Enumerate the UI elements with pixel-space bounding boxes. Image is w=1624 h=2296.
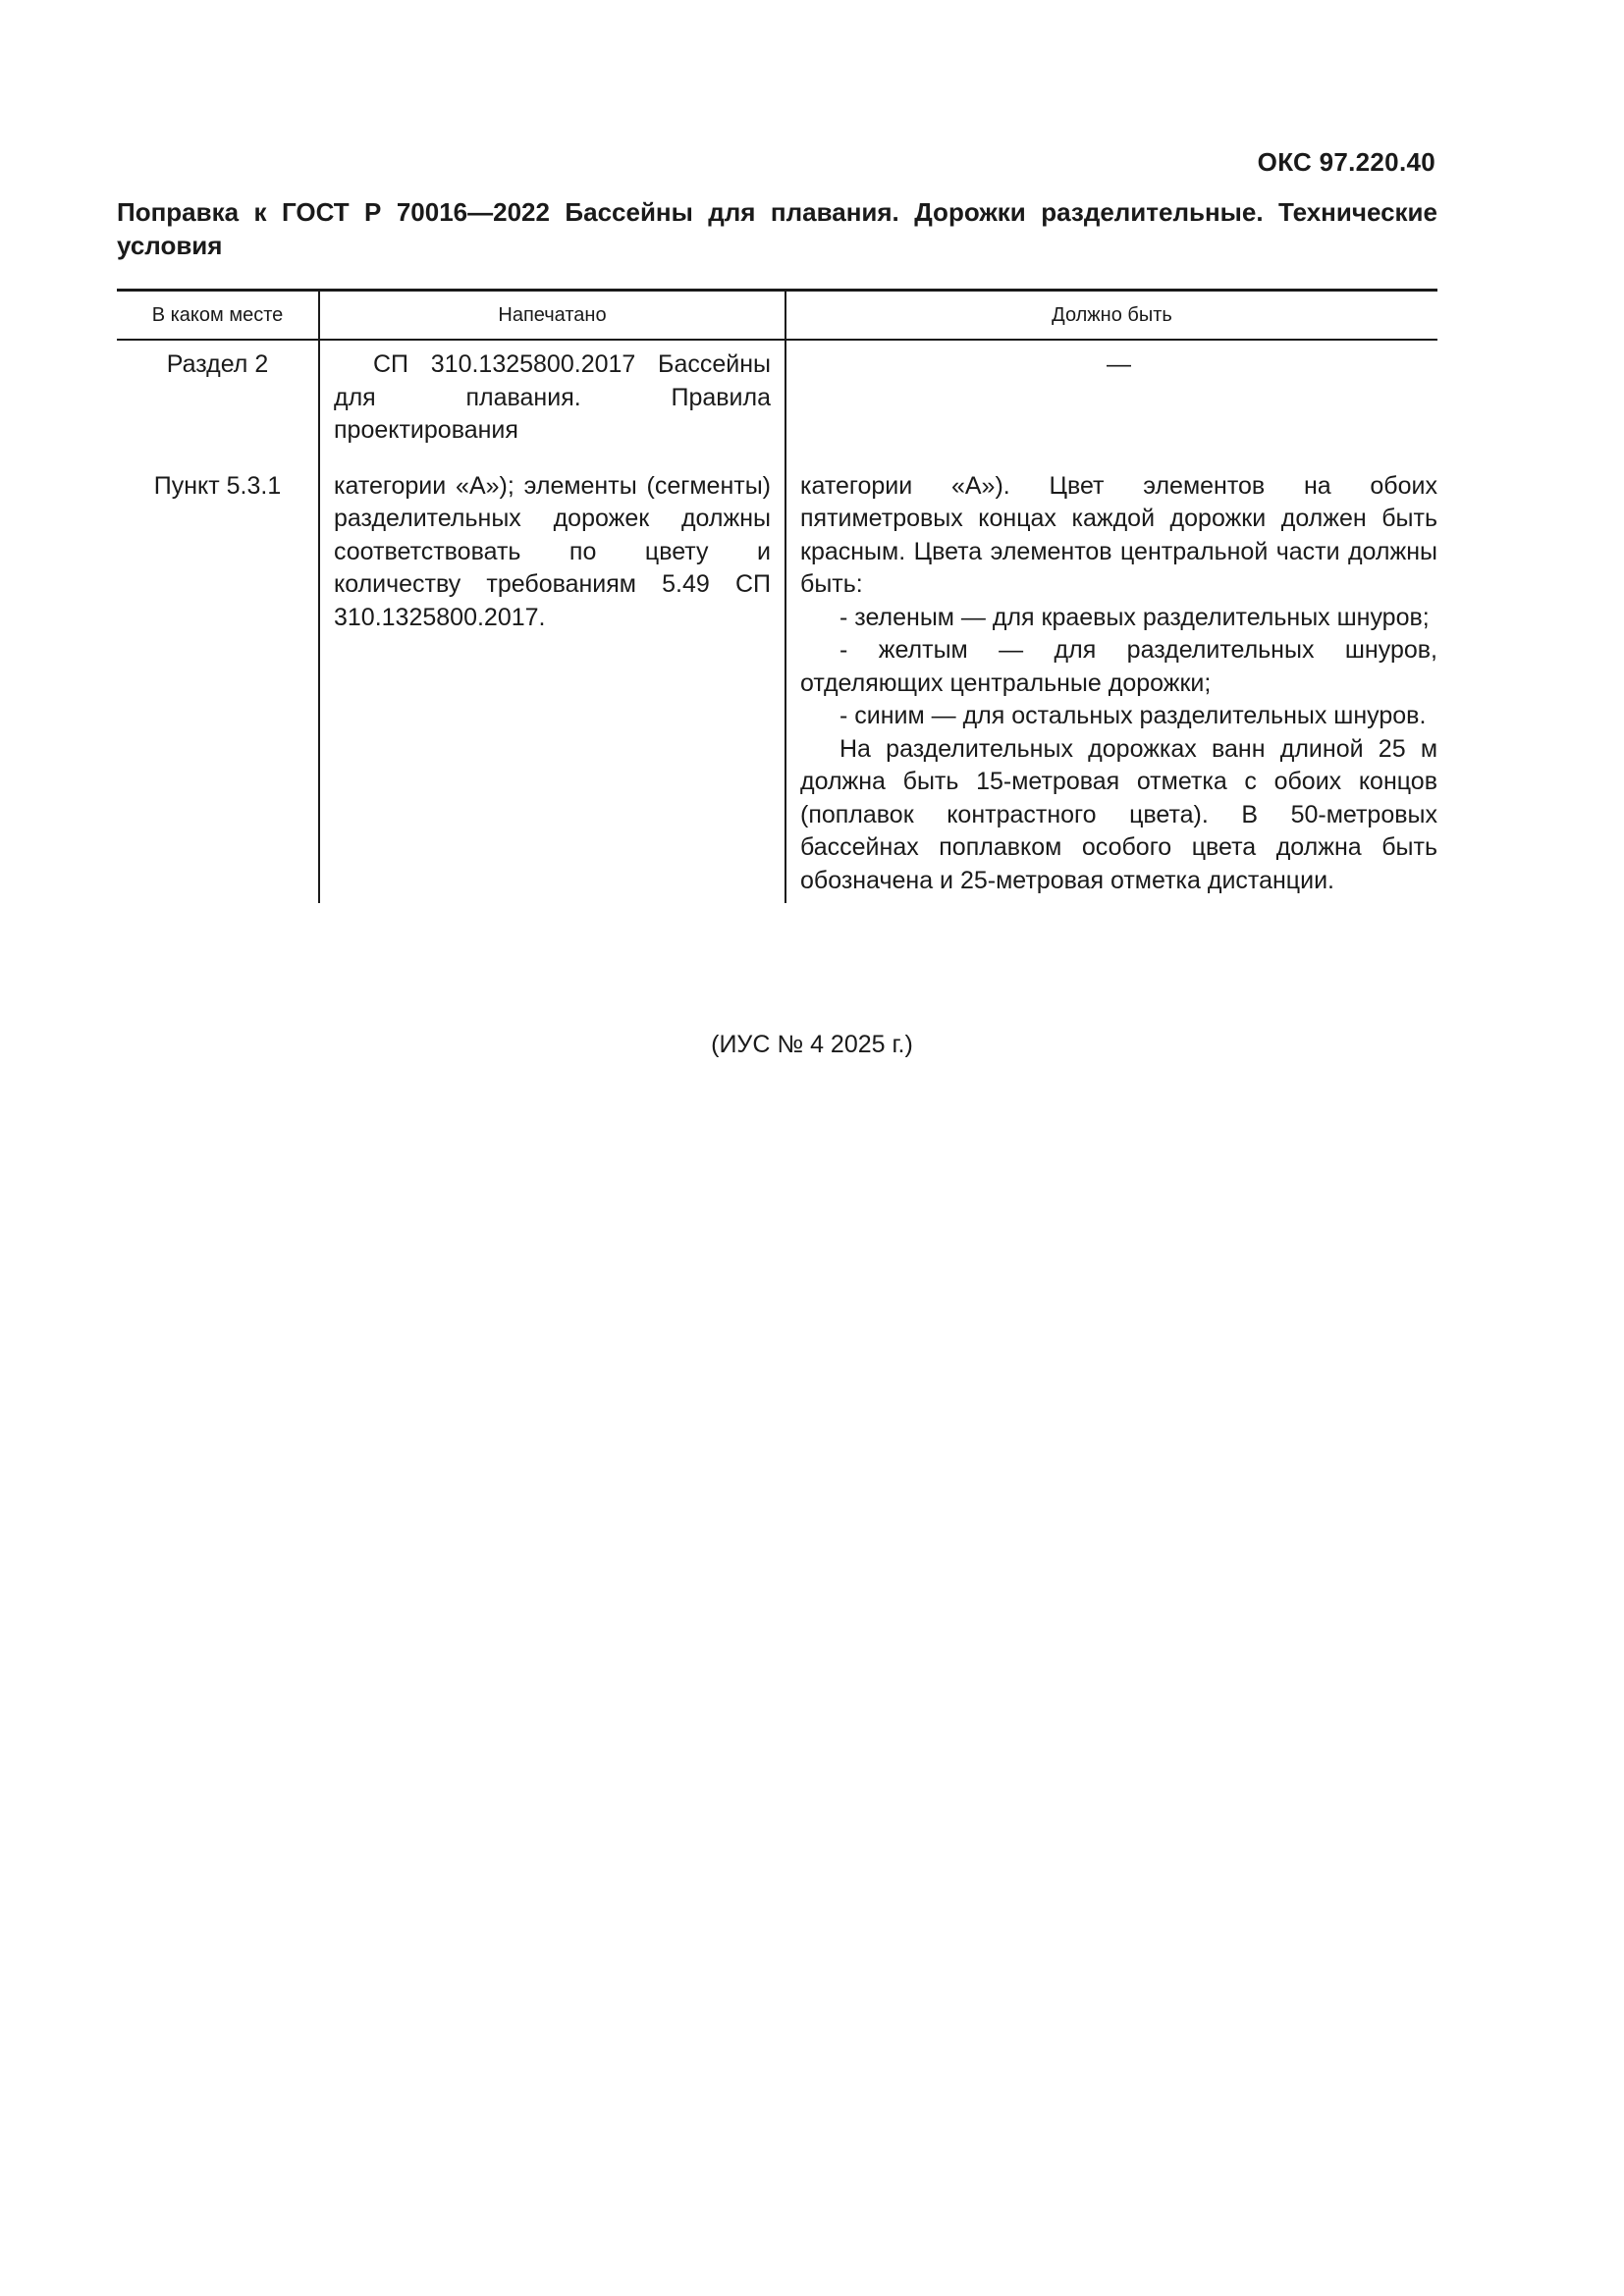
issue-reference: (ИУС № 4 2025 г.) bbox=[711, 1031, 913, 1058]
table-header bbox=[117, 292, 1437, 341]
column-header-should-be: Должно быть bbox=[785, 292, 1437, 339]
column-header-printed: Напечатано bbox=[318, 292, 785, 339]
should-be-list-item: - желтым — для разделительных шнуров, отделяющих центральные дорожки; bbox=[800, 636, 1437, 697]
should-be-text: — bbox=[1107, 350, 1131, 378]
printed-text: категории «А»); элементы (сегменты) разделительных дорожек должны соответствовать по цвету и количеству требованиям 5.49 СП 310.1325800.2017. bbox=[334, 471, 771, 631]
cell-place: Пункт 5.3.1 bbox=[153, 471, 282, 500]
cell-place: Раздел 2 bbox=[166, 350, 269, 378]
corrections-table bbox=[117, 289, 1437, 903]
table-row bbox=[117, 341, 1437, 462]
cell-should-be bbox=[785, 341, 1437, 462]
cell-printed bbox=[318, 341, 785, 462]
classification-code: ОКС 97.220.40 bbox=[1257, 147, 1435, 177]
should-be-paragraph: категории «А»). Цвет элементов на обоих пятиметровых концах каждой дорожки должен быть красным. Цвета элементов центральной части должны быть: bbox=[800, 471, 1437, 598]
document-title: Поправка к ГОСТ Р 70016—2022 Бассейны для плавания. Дорожки разделительные. Технические условия bbox=[117, 197, 1437, 260]
column-header-place: В каком месте bbox=[151, 304, 284, 326]
table-row bbox=[117, 462, 1437, 904]
cell-printed bbox=[318, 462, 785, 904]
cell-should-be bbox=[785, 462, 1437, 904]
printed-text: СП 310.1325800.2017 Бассейны для плавания. Правила проектирования bbox=[334, 350, 771, 444]
should-be-list-item: - синим — для остальных разделительных шнуров. bbox=[839, 702, 1427, 729]
should-be-list-item: - зеленым — для краевых разделительных шнуров; bbox=[839, 603, 1430, 631]
should-be-paragraph: На разделительных дорожках ванн длиной 25 м должна быть 15-метровая отметка с обоих концов (поплавок контрастного цвета). В 50-метровых бассейнах поплавком особого цвета должна быть обозначена и 25-метровая отметка дистанции. bbox=[800, 734, 1437, 894]
